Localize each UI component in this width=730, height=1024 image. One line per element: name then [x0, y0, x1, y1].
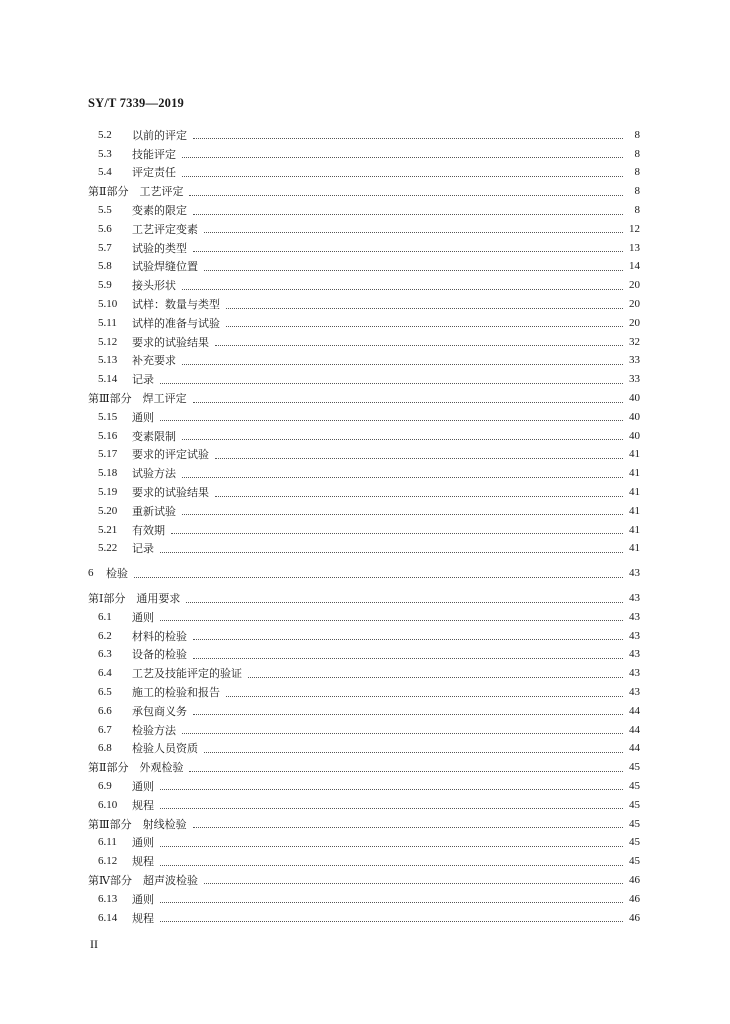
toc-entry-page: 45 [629, 779, 640, 792]
toc-entry-title: 第Ⅲ部分 焊工评定 [88, 392, 187, 406]
toc-entry-number: 5.3 [98, 147, 112, 160]
toc-part-entry[interactable] [88, 758, 640, 777]
toc-entry-number: 5.15 [98, 410, 118, 423]
toc-entry[interactable] [88, 446, 640, 465]
table-of-contents [88, 126, 640, 927]
toc-entry-title: 通则 [132, 836, 154, 850]
toc-entry-page: 40 [629, 410, 640, 423]
toc-entry[interactable] [88, 239, 640, 258]
toc-entry-number: 5.20 [98, 504, 118, 517]
dot-leader [204, 751, 623, 753]
dot-leader [160, 920, 623, 922]
toc-entry-page: 40 [629, 429, 640, 442]
toc-entry[interactable] [88, 145, 640, 164]
toc-entry-number: 5.6 [98, 222, 112, 235]
toc-entry-number: 6 [88, 567, 94, 580]
toc-entry-number: 5.8 [98, 260, 112, 273]
toc-entry-title: 试验的类型 [132, 241, 187, 255]
toc-entry-title: 补充要求 [132, 354, 176, 368]
dot-leader [193, 213, 623, 215]
toc-entry-page: 41 [629, 523, 640, 536]
toc-entry-page: 46 [629, 892, 640, 905]
toc-entry-page: 45 [629, 817, 640, 830]
toc-entry-number: 5.9 [98, 279, 112, 292]
dot-leader [193, 826, 623, 828]
dot-leader [160, 419, 623, 421]
toc-entry-title: 第Ⅳ部分 超声波检验 [88, 873, 198, 887]
toc-entry-title: 第Ⅰ部分 通用要求 [88, 592, 181, 606]
standard-code-header: SY/T 7339—2019 [88, 96, 184, 110]
toc-entry-title: 有效期 [132, 523, 165, 537]
dot-leader [215, 495, 623, 497]
toc-entry-title: 通则 [132, 779, 154, 793]
dot-leader [160, 382, 623, 384]
toc-entry-page: 41 [629, 504, 640, 517]
dot-leader [182, 732, 623, 734]
toc-entry-number: 5.19 [98, 486, 118, 499]
toc-entry-page: 43 [629, 667, 640, 680]
toc-entry-number: 6.10 [98, 798, 118, 811]
toc-entry-page: 12 [629, 222, 640, 235]
toc-entry-title: 通则 [132, 892, 154, 906]
toc-entry-title: 第Ⅱ部分 工艺评定 [88, 185, 184, 199]
toc-entry-page: 43 [629, 592, 640, 605]
toc-entry-title: 记录 [132, 542, 154, 556]
toc-entry-number: 6.14 [98, 911, 118, 924]
toc-entry[interactable] [88, 483, 640, 502]
toc-entry-title: 要求的评定试验 [132, 448, 209, 462]
dot-leader [182, 175, 623, 177]
dot-leader [160, 807, 623, 809]
toc-entry[interactable] [88, 276, 640, 295]
toc-entry[interactable] [88, 333, 640, 352]
toc-entry-page: 43 [629, 629, 640, 642]
toc-entry[interactable] [88, 540, 640, 559]
toc-entry-page: 41 [629, 448, 640, 461]
toc-entry-title: 规程 [132, 798, 154, 812]
toc-entry-title: 重新试验 [132, 504, 176, 518]
toc-entry-number: 6.4 [98, 667, 112, 680]
toc-entry-number: 6.8 [98, 742, 112, 755]
toc-part-entry[interactable] [88, 589, 640, 608]
dot-leader [193, 250, 623, 252]
toc-entry-page: 43 [629, 610, 640, 623]
toc-entry-title: 记录 [132, 373, 154, 387]
toc-entry-title: 试样：数量与类型 [132, 298, 220, 312]
toc-entry[interactable] [88, 408, 640, 427]
dot-leader [204, 231, 623, 233]
toc-entry-page: 13 [629, 241, 640, 254]
toc-entry[interactable] [88, 502, 640, 521]
toc-entry-number: 5.22 [98, 542, 118, 555]
dot-leader [160, 619, 623, 621]
toc-entry-number: 6.5 [98, 686, 112, 698]
toc-entry-page: 14 [629, 260, 640, 273]
toc-entry-page: 44 [629, 704, 640, 717]
toc-entry[interactable] [88, 852, 640, 871]
toc-entry-page: 41 [629, 486, 640, 499]
toc-entry-title: 技能评定 [132, 147, 176, 161]
dot-leader [160, 551, 623, 553]
toc-entry[interactable] [88, 258, 640, 277]
dot-leader [182, 363, 623, 365]
toc-entry-number: 5.13 [98, 354, 118, 367]
toc-entry-number: 6.6 [98, 704, 112, 717]
toc-entry-title: 评定责任 [132, 166, 176, 180]
toc-entry-number: 5.2 [98, 128, 112, 141]
toc-entry-title: 要求的试验结果 [132, 335, 209, 349]
toc-part-entry[interactable] [88, 871, 640, 890]
toc-entry-number: 5.16 [98, 429, 118, 442]
toc-entry-number: 6.3 [98, 648, 112, 661]
toc-entry-title: 工艺及技能评定的验证 [132, 667, 242, 681]
toc-entry-page: 33 [629, 354, 640, 367]
toc-entry-title: 检验方法 [132, 723, 176, 737]
dot-leader [182, 476, 623, 478]
toc-entry-title: 要求的试验结果 [132, 486, 209, 500]
dot-leader [186, 601, 623, 603]
toc-part-entry[interactable] [88, 182, 640, 201]
toc-entry[interactable] [88, 464, 640, 483]
toc-entry[interactable] [88, 721, 640, 740]
toc-entry-title: 变素的限定 [132, 204, 187, 218]
toc-entry-number: 5.17 [98, 448, 118, 461]
toc-entry-number: 5.18 [98, 467, 118, 480]
toc-entry-page: 20 [629, 298, 640, 311]
dot-leader [160, 864, 623, 866]
dot-leader [182, 288, 623, 290]
toc-entry-page: 8 [634, 185, 640, 198]
toc-entry-title: 承包商义务 [132, 704, 187, 718]
dot-leader [248, 676, 623, 678]
toc-entry-page: 41 [629, 542, 640, 555]
toc-entry-page: 8 [634, 147, 640, 160]
toc-entry-page: 43 [629, 648, 640, 661]
toc-entry-number: 5.5 [98, 204, 112, 217]
toc-entry-page: 20 [629, 279, 640, 292]
toc-entry[interactable] [88, 683, 640, 702]
toc-entry-title: 施工的检验和报告 [132, 686, 220, 699]
toc-entry-title: 规程 [132, 855, 154, 869]
toc-entry-title: 接头形状 [132, 279, 176, 293]
toc-chapter-entry[interactable] [88, 564, 640, 583]
toc-entry-number: 5.7 [98, 241, 112, 254]
dot-leader [182, 438, 623, 440]
toc-entry-number: 6.2 [98, 629, 112, 642]
toc-entry[interactable] [88, 314, 640, 333]
toc-entry-page: 45 [629, 855, 640, 868]
toc-entry-title: 工艺评定变素 [132, 222, 198, 236]
toc-entry[interactable] [88, 427, 640, 446]
toc-entry[interactable] [88, 646, 640, 665]
toc-entry-page: 43 [629, 567, 640, 580]
toc-entry-page: 45 [629, 798, 640, 811]
toc-entry-title: 第Ⅲ部分 射线检验 [88, 817, 187, 831]
toc-entry-page: 8 [634, 166, 640, 179]
toc-entry-title: 通则 [132, 610, 154, 624]
dot-leader [193, 638, 623, 640]
toc-entry[interactable] [88, 126, 640, 145]
toc-entry-number: 5.21 [98, 523, 118, 536]
dot-leader [193, 401, 623, 403]
toc-entry-page: 8 [634, 204, 640, 217]
dot-leader [160, 901, 623, 903]
toc-entry[interactable] [88, 220, 640, 239]
toc-entry[interactable] [88, 608, 640, 627]
toc-entry-title: 检验 [106, 567, 128, 581]
toc-entry-page: 43 [629, 686, 640, 698]
toc-entry[interactable] [88, 796, 640, 815]
dot-leader [160, 845, 623, 847]
toc-entry[interactable] [88, 777, 640, 796]
toc-entry[interactable] [88, 627, 640, 646]
dot-leader [182, 513, 623, 515]
toc-entry-number: 6.1 [98, 610, 112, 623]
toc-entry-title: 第Ⅱ部分 外观检验 [88, 761, 184, 775]
toc-entry-number: 5.12 [98, 335, 118, 348]
toc-entry[interactable] [88, 702, 640, 721]
toc-entry-title: 规程 [132, 911, 154, 925]
toc-entry-page: 8 [634, 128, 640, 141]
dot-leader [204, 269, 623, 271]
toc-entry-title: 变素限制 [132, 429, 176, 443]
toc-entry[interactable] [88, 664, 640, 683]
toc-entry[interactable] [88, 521, 640, 540]
toc-entry-page: 32 [629, 335, 640, 348]
toc-entry-page: 44 [629, 742, 640, 755]
dot-leader [189, 194, 623, 196]
toc-entry-page: 33 [629, 373, 640, 386]
toc-entry-title: 检验人员资质 [132, 742, 198, 756]
dot-leader [134, 576, 623, 578]
dot-leader [182, 156, 623, 158]
toc-entry-title: 试样的准备与试验 [132, 316, 220, 330]
toc-entry[interactable] [88, 164, 640, 183]
toc-entry-page: 45 [629, 761, 640, 774]
dot-leader [226, 307, 623, 309]
toc-entry-number: 6.9 [98, 779, 112, 792]
toc-entry[interactable] [88, 352, 640, 371]
toc-entry-page: 46 [629, 911, 640, 924]
toc-entry-number: 5.14 [98, 373, 118, 386]
toc-entry-number: 6.7 [98, 723, 112, 736]
toc-entry-number: 6.13 [98, 892, 118, 905]
toc-entry[interactable] [88, 370, 640, 389]
toc-entry[interactable] [88, 890, 640, 909]
toc-entry[interactable] [88, 201, 640, 220]
dot-leader [226, 695, 623, 697]
toc-entry-page: 44 [629, 723, 640, 736]
toc-entry-number: 6.12 [98, 855, 118, 868]
dot-leader [215, 457, 623, 459]
toc-entry-page: 45 [629, 836, 640, 849]
toc-entry-title: 试验焊缝位置 [132, 260, 198, 274]
toc-entry-title: 试验方法 [132, 467, 176, 481]
toc-entry-title: 材料的检验 [132, 629, 187, 643]
toc-entry-page: 40 [629, 392, 640, 405]
toc-part-entry[interactable] [88, 815, 640, 834]
toc-entry[interactable] [88, 740, 640, 759]
toc-entry-number: 6.11 [98, 836, 117, 849]
dot-leader [204, 882, 623, 884]
toc-entry[interactable] [88, 295, 640, 314]
dot-leader [189, 770, 623, 772]
dot-leader [171, 532, 623, 534]
toc-entry-title: 通则 [132, 410, 154, 424]
toc-part-entry[interactable] [88, 389, 640, 408]
dot-leader [160, 788, 623, 790]
toc-entry-page: 41 [629, 467, 640, 480]
toc-entry-number: 5.11 [98, 316, 117, 329]
toc-entry-number: 5.10 [98, 298, 118, 311]
toc-entry-title: 以前的评定 [132, 128, 187, 142]
dot-leader [193, 137, 623, 139]
toc-entry-page: 20 [629, 316, 640, 329]
dot-leader [193, 713, 623, 715]
toc-entry-number: 5.4 [98, 166, 112, 179]
toc-entry[interactable] [88, 909, 640, 928]
toc-entry-title: 设备的检验 [132, 648, 187, 662]
toc-entry-page: 46 [629, 873, 640, 886]
page-number: II [90, 937, 98, 951]
dot-leader [193, 657, 623, 659]
toc-entry[interactable] [88, 833, 640, 852]
dot-leader [215, 344, 623, 346]
dot-leader [226, 325, 623, 327]
